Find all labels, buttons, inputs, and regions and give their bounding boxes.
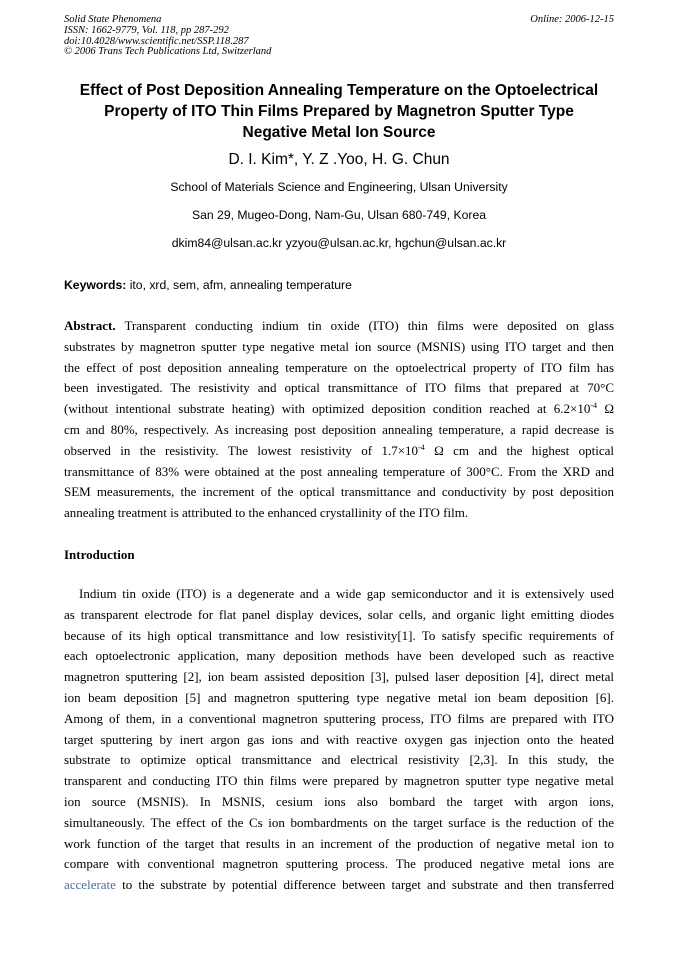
- intro-line: magnetron sputtering [2], ion beam assisted deposition [3], pulsed laser deposition [4], direct metal: [64, 669, 614, 685]
- exponent: -4: [590, 401, 598, 411]
- abstract-line: (without intentional substrate heating) with optimized deposition condition reached at $6.2\times 10^{-4}$ Ω: [64, 401, 614, 417]
- abstract-line: Abstract. Transparent conducting indium tin oxide (ITO) thin films were deposited on glass: [64, 318, 614, 333]
- title-line: Property of ITO Thin Films Prepared by Magnetron Sputter Type: [104, 103, 574, 120]
- abstract-line: cm and 80%, respectively. As increasing post deposition annealing temperature, a rapid decrease is: [64, 421, 614, 437]
- copyright-line: © 2006 Trans Tech Publications Ltd, Switzerland: [64, 46, 272, 58]
- intro-line: Among of them, in a conventional magnetron sputtering process, ITO films are prepared with ITO: [64, 710, 614, 726]
- journal-name: Solid State Phenomena: [64, 14, 162, 25]
- journal-header: [64, 15, 271, 58]
- abstract-line: been investigated. The resistivity and optical transmittance of ITO films that prepared at 70°C: [64, 380, 614, 396]
- keywords: [64, 278, 352, 293]
- abstract-line: SEM measurements, the increment of the optical transmittance and conductivity by post deposition: [64, 484, 614, 500]
- abstract-line: observed in the resistivity. The lowest resistivity of $1.7\times 10^{-4}$ Ω cm and the highest optical: [64, 442, 614, 458]
- intro-line: each optoelectronic application, many deposition methods have been developed such as reactive: [64, 648, 614, 664]
- intro-line: work function of the target that results in an increment of the production of negative metal ion to: [64, 835, 614, 851]
- doi-line[interactable]: doi:10.4028/www.scientific.net/SSP.118.287: [64, 35, 249, 47]
- intro-line: ion source (MSNIS). In MSNIS, cesium ions also bombard the target with argon ions,: [64, 793, 614, 809]
- intro-line: Indium tin oxide (ITO) is a degenerate and a wide gap semiconductor and it is extensively used: [79, 586, 614, 601]
- online-date: Online: 2006-12-15: [530, 14, 614, 25]
- paper-title: [50, 80, 628, 143]
- highlighted-word: accelerate: [64, 877, 116, 893]
- author-emails[interactable]: dkim84@ulsan.ac.kr yzyou@ulsan.ac.kr, hgchun@ulsan.ac.kr: [171, 236, 507, 250]
- title-line: Negative Metal Ion Source: [242, 124, 436, 141]
- intro-line: because of its high optical transmittance and low resistivity[1]. To satisfy specific requirements of: [64, 627, 614, 643]
- abstract-line: transmittance of 83% were obtained at the post annealing temperature of 300°C. From the XRD and: [64, 463, 614, 479]
- abstract-label: Abstract.: [64, 318, 116, 333]
- abstract-line: the effect of post deposition annealing temperature on the optoelectrical property of ITO film has: [64, 359, 614, 375]
- intro-line: simultaneously. The effect of the Cs ion bombardments on the target surface is the reduction of the: [64, 814, 614, 830]
- intro-line: ion beam deposition [5] and magnetron sputtering type negative metal ion beam deposition [6].: [64, 689, 614, 705]
- title-line: Effect of Post Deposition Annealing Temperature on the Optoelectrical: [79, 82, 599, 99]
- intro-line: transparent and conducting ITO thin films were prepared by magnetron sputter type negative metal: [64, 773, 614, 789]
- intro-line: accelerate to the substrate by potential difference between target and substrate and then transferred: [64, 877, 614, 893]
- author-list: D. I. Kim*, Y. Z .Yoo, H. G. Chun: [228, 151, 450, 168]
- introduction-body: [64, 584, 614, 896]
- issn-line: ISSN: 1662-9779, Vol. 118, pp 287-292: [64, 24, 229, 36]
- intro-line: substrate to optimize optical transmittance and electrical resistivity [2,3]. In this study, the: [64, 752, 614, 768]
- keywords-text: ito, xrd, sem, afm, annealing temperature: [126, 278, 352, 292]
- keywords-label: Keywords:: [64, 278, 127, 292]
- affiliation-address: San 29, Mugeo-Dong, Nam-Gu, Ulsan 680-749, Korea: [191, 208, 487, 222]
- intro-line: as transparent electrode for flat panel display devices, solar cells, and organic light emitting diodes: [64, 606, 614, 622]
- intro-line: target sputtering by inert argon gas ions and with reactive oxygen gas injection onto the heated: [64, 731, 614, 747]
- abstract-line: annealing treatment is attributed to the enhanced crystallinity of the ITO film.: [64, 505, 469, 521]
- affiliation-school: School of Materials Science and Engineering, Ulsan University: [170, 180, 508, 194]
- abstract: [64, 316, 614, 524]
- intro-line: compare with conventional magnetron sputtering process. The produced negative metal ions are: [64, 856, 614, 872]
- exponent: -4: [418, 442, 425, 452]
- section-heading-introduction: Introduction: [64, 547, 135, 562]
- abstract-line: substrates by magnetron sputter type negative metal ion source (MSNIS) using ITO target and then: [64, 338, 614, 354]
